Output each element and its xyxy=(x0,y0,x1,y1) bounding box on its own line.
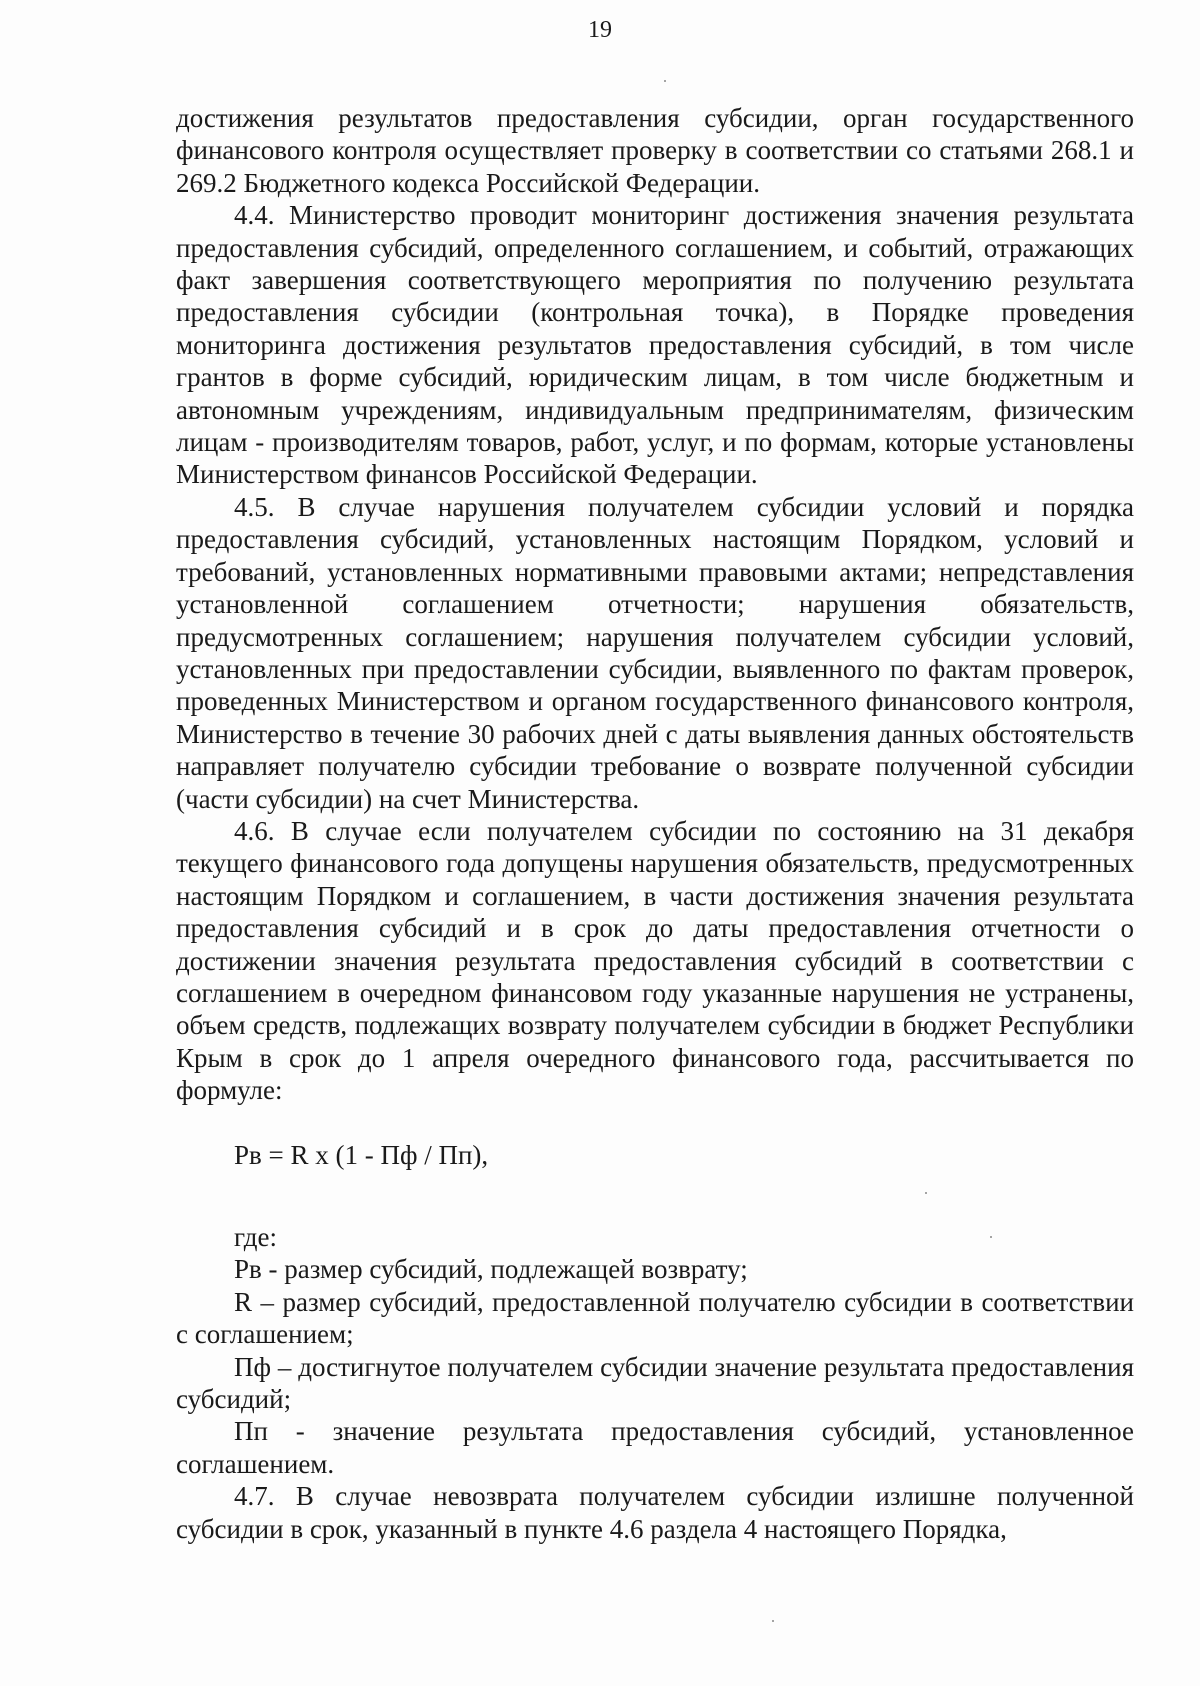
document-body xyxy=(176,102,1134,1545)
definition-pp: Пп - значение результата предоставления субсидий, установленное соглашением. xyxy=(176,1416,1134,1479)
formula: Рв = R x (1 - Пф / Пп), xyxy=(234,1139,489,1170)
definition-pf: Пф – достигнутое получателем субсидии значение результата предоставления субсидий; xyxy=(176,1351,1134,1415)
paragraph-4-5: 4.5. В случае нарушения получателем субсидии условий и порядка предоставления субсидий, установленных настоящим Порядком, условий и требований, установленных нормативными правовыми актами; непредставления установленной соглашением отчетности; нарушения обязательств, предусмотренных соглашением; нарушения получателем субсидии условий, установленных при предоставлении субсидии, выявленного по фактам проверок, проведенных Министерством и органом государственного финансового контроля, Министерство в течение 30 рабочих дней с даты выявления данных обстоятельств направляет получателю субсидии требование о возврате полученной субсидии (части субсидии) на счет Министерства. xyxy=(176,491,1134,814)
paragraph-4-6: 4.6. В случае если получателем субсидии по состоянию на 31 декабря текущего финансового года допущены нарушения обязательств, предусмотренных настоящим Порядком и соглашением, в части достижения значения результата предоставления субсидий и в срок до даты предоставления отчетности о достижении значения результата предоставления субсидий в соответствии с соглашением в очередном финансовом году указанные нарушения не устранены, объем средств, подлежащих возврату получателем субсидии в бюджет Республики Крым в срок до 1 апреля очередного финансового года, рассчитывается по формуле: xyxy=(176,815,1134,1106)
scan-speck xyxy=(664,80,666,82)
scan-speck xyxy=(990,1236,992,1238)
paragraph-4-4: 4.4. Министерство проводит мониторинг достижения значения результата предоставления субсидий, определенного соглашением, и событий, отражающих факт завершения соответствующего мероприятия по получению результата предоставления субсидии (контрольная точка), в Порядке проведения мониторинга достижения результатов предоставления субсидий, в том числе грантов в форме субсидий, юридическим лицам, в том числе бюджетным и автономным учреждениям, индивидуальным предпринимателям, физическим лицам - производителям товаров, работ, услуг, и по формам, которые установлены Министерством финансов Российской Федерации. xyxy=(176,200,1134,490)
paragraph-4-7: 4.7. В случае невозврата получателем субсидии излишне полученной субсидии в срок, указанный в пункте 4.6 раздела 4 настоящего Порядка, xyxy=(176,1481,1134,1544)
scan-speck xyxy=(925,1192,927,1194)
definition-pv: Рв - размер субсидий, подлежащей возврату; xyxy=(234,1254,748,1285)
definition-r: R – размер субсидий, предоставленной получателю субсидии в соответствии с соглашением; xyxy=(176,1286,1134,1350)
scan-speck xyxy=(772,1620,774,1622)
where-label: где: xyxy=(234,1222,277,1252)
paragraph-continuation: достижения результатов предоставления субсидии, орган государственного финансового контроля осуществляет проверку в соответствии со статьями 268.1 и 269.2 Бюджетного кодекса Российской Федерации. xyxy=(176,103,1134,198)
page-number: 19 xyxy=(588,17,612,43)
